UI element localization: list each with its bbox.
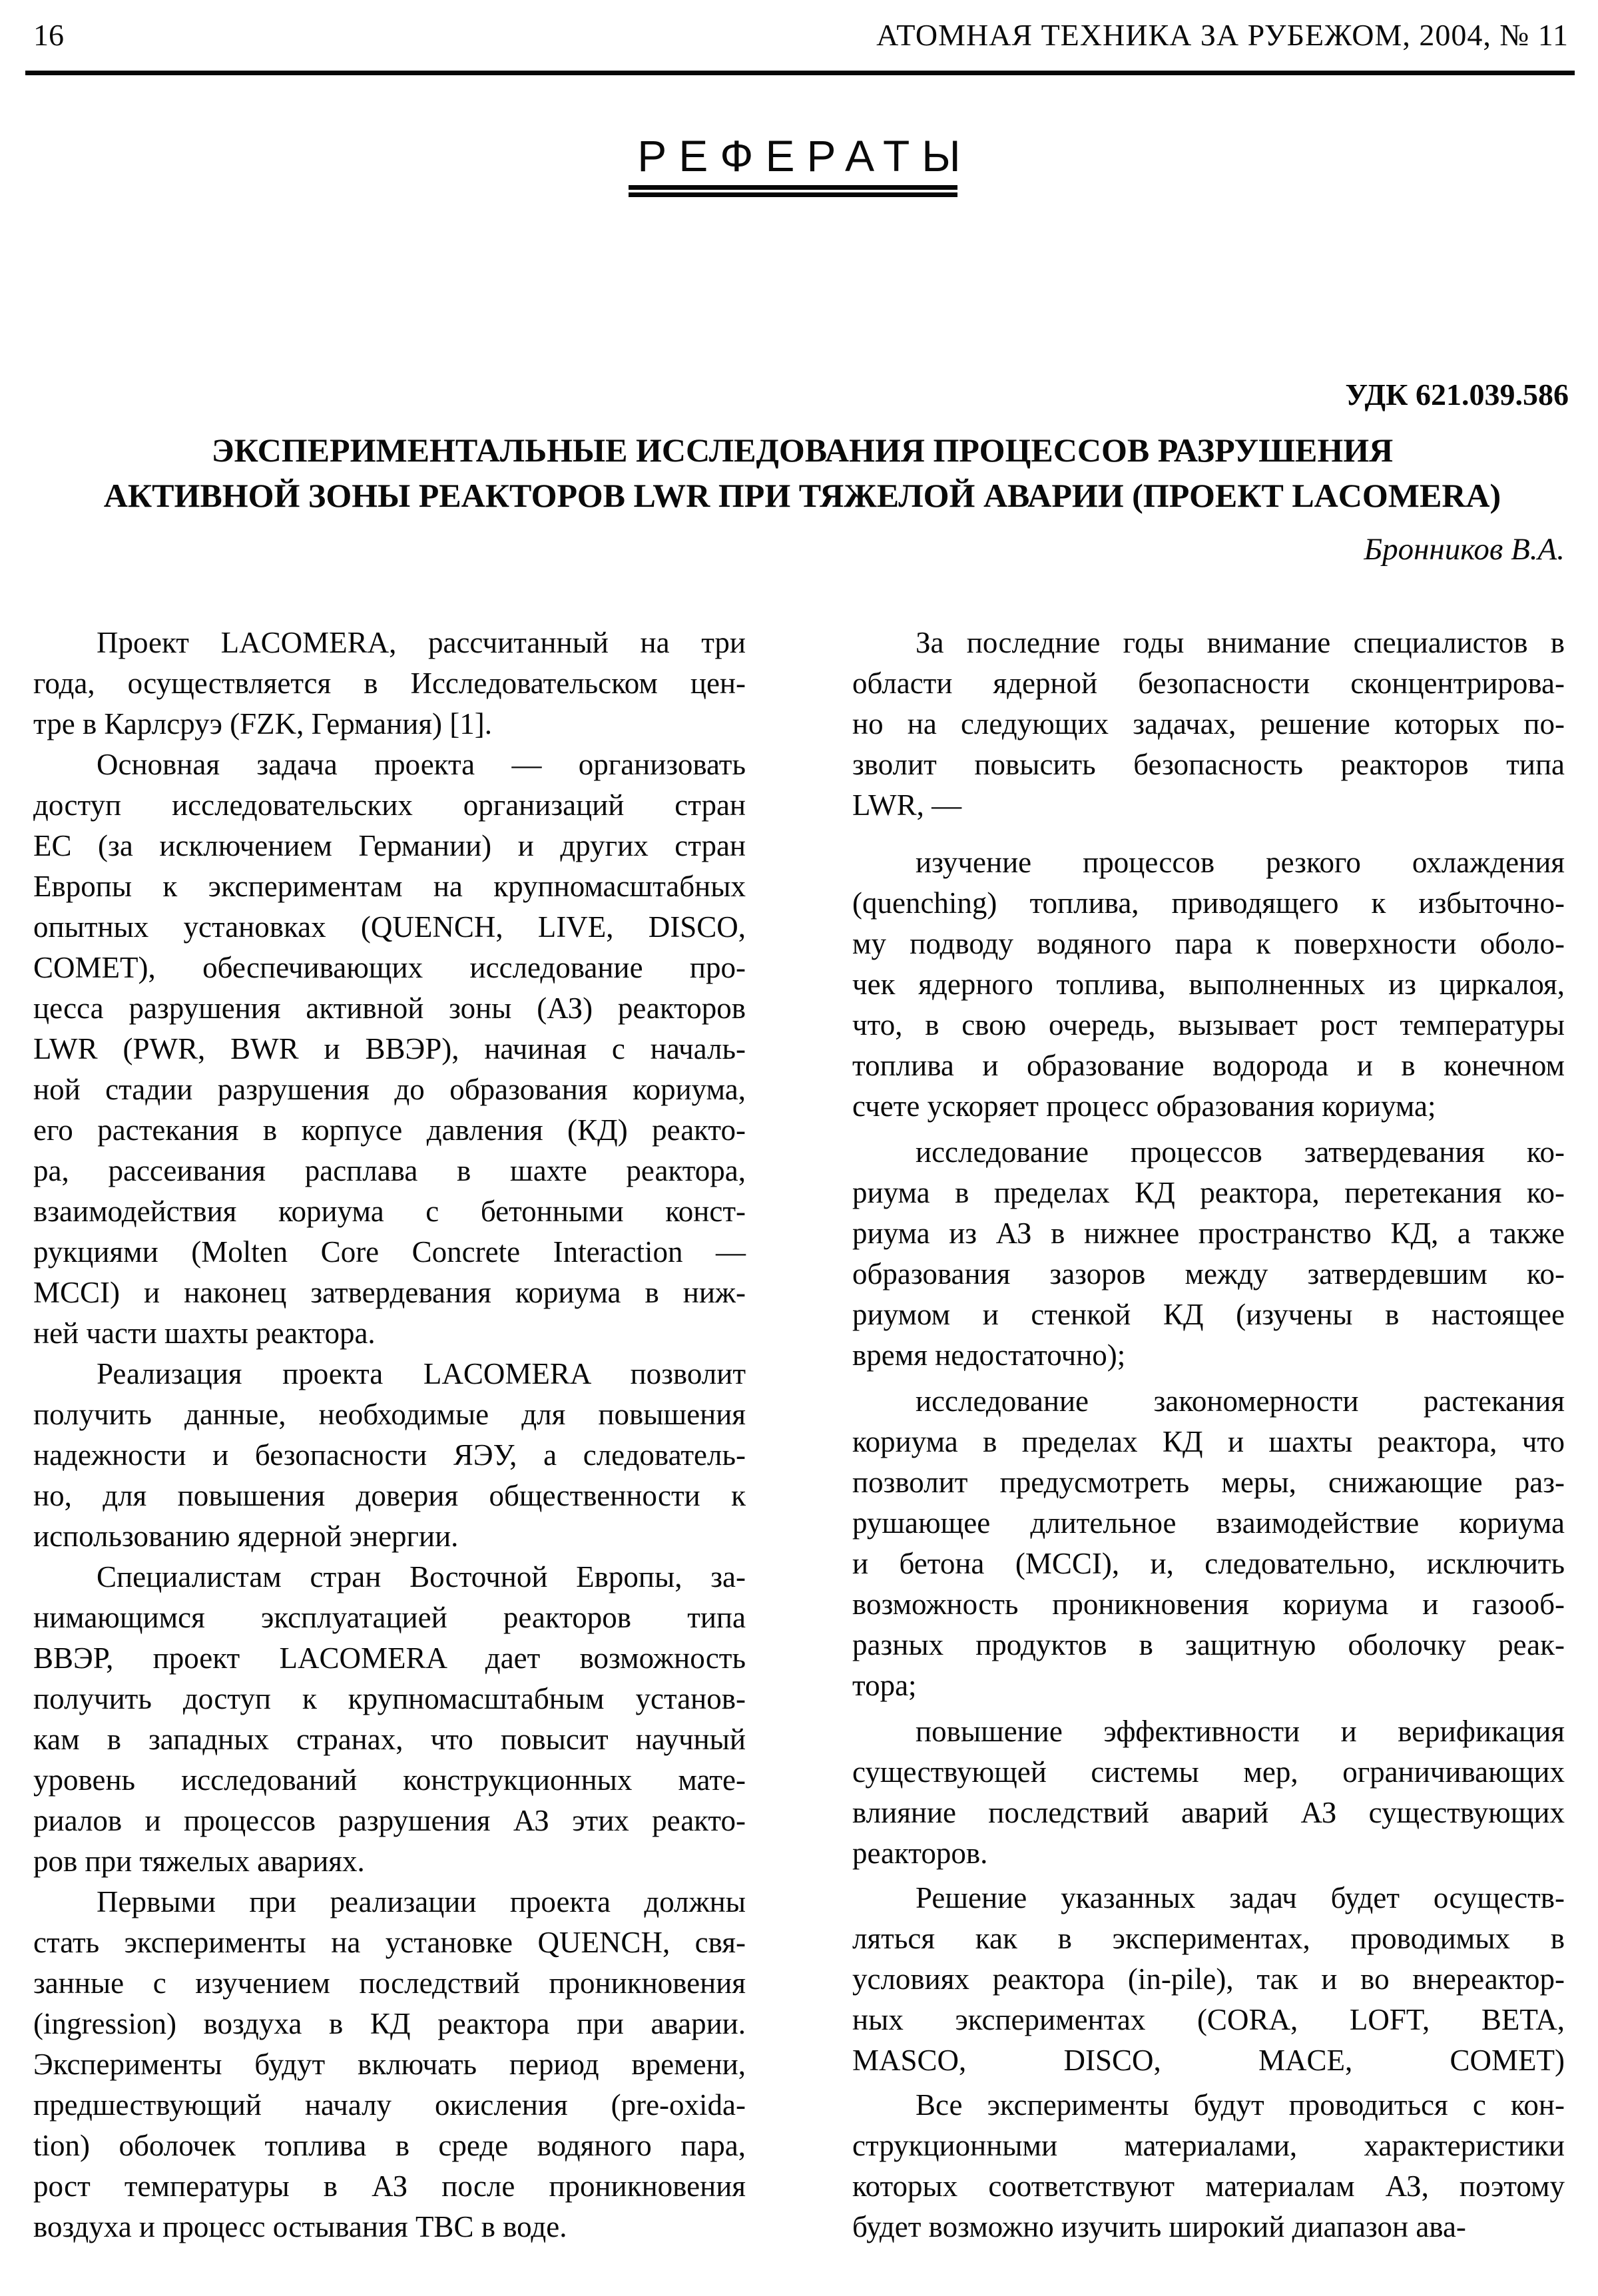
text-line: му подводу водяного пара к поверхности оболо- — [852, 927, 1565, 960]
text-line: ляться как в экспериментах, проводимых в — [852, 1922, 1565, 1955]
journal-title: АТОМНАЯ ТЕХНИКА ЗА РУБЕЖОМ, 2004, № 11 — [876, 18, 1569, 52]
text-line: доступ исследовательских организаций стран — [33, 788, 746, 822]
text-line: получить доступ к крупномасштабным установ- — [33, 1682, 746, 1715]
text-line: воздуха и процесс остывания ТВС в воде. — [33, 2210, 567, 2243]
text-line: нимающимся эксплуатацией реакторов типа — [33, 1601, 746, 1634]
text-line: существующей системы мер, ограничивающих — [852, 1755, 1565, 1789]
text-line: образования зазоров между затвердевшим ко- — [852, 1257, 1565, 1291]
text-line: изучение процессов резкого охлаждения — [916, 846, 1565, 879]
paragraph — [33, 744, 746, 1354]
text-line: ЕС (за исключением Германии) и других стран — [33, 829, 746, 862]
text-line: года, осуществляется в Исследовательском цен- — [33, 667, 746, 700]
text-line: стать эксперименты на установке QUENCH, свя- — [33, 1926, 746, 1959]
text-line: разных продуктов в защитную оболочку реак- — [852, 1628, 1565, 1661]
paragraph — [33, 623, 746, 744]
text-line: COMET), обеспечивающих исследование про- — [33, 951, 746, 984]
paragraph — [33, 1354, 746, 1557]
text-line: повышение эффективности и верификация — [916, 1715, 1565, 1748]
left-column — [33, 623, 746, 2247]
text-line: исследование закономерности растекания — [916, 1384, 1565, 1418]
text-line: Эксперименты будут включать период времени, — [33, 2048, 746, 2081]
text-line: Первыми при реализации проекта должны — [97, 1885, 746, 1918]
text-line: риумом и стенкой КД (изучены в настоящее — [852, 1298, 1565, 1331]
text-line: опытных установках (QUENCH, LIVE, DISCO, — [33, 910, 746, 944]
page-header — [33, 17, 1569, 55]
text-line: которых соответствуют материалам АЗ, поэтому — [852, 2169, 1565, 2203]
text-line: кам в западных странах, что повысит научный — [33, 1723, 746, 1756]
paragraph — [852, 1381, 1565, 1706]
text-line: MCCI) и наконец затвердевания кориума в ниж- — [33, 1276, 746, 1309]
text-line: позволит предусмотреть меры, снижающие раз- — [852, 1466, 1565, 1499]
paragraph — [852, 842, 1565, 1127]
text-line: время недостаточно); — [852, 1338, 1126, 1372]
text-line: риума в пределах КД реактора, перетекания ко- — [852, 1176, 1565, 1209]
underline-bar-top — [629, 185, 957, 190]
text-line: ВВЭР, проект LACOMERA дает возможность — [33, 1641, 746, 1675]
text-line: рост температуры в АЗ после проникновения — [33, 2169, 746, 2203]
article-author: Бронников В.А. — [1364, 532, 1565, 567]
underline-bar-bottom — [629, 192, 957, 197]
text-line: tion) оболочек топлива в среде водяного пара, — [33, 2129, 746, 2162]
text-line: Специалистам стран Восточной Европы, за- — [97, 1560, 746, 1593]
text-line: LWR (PWR, BWR и ВВЭР), начиная с началь- — [33, 1032, 746, 1065]
text-line: ных экспериментах (CORA, LOFT, BETA, — [852, 2003, 1565, 2036]
text-line: рушающее длительное взаимодействие кориума — [852, 1506, 1565, 1540]
text-line: тора; — [852, 1669, 917, 1702]
page-number: 16 — [33, 18, 64, 52]
text-line: рукциями (Molten Core Concrete Interaction — — [33, 1235, 746, 1269]
text-line: Европы к экспериментам на крупномасштабных — [33, 870, 746, 903]
article-title-line-1: ЭКСПЕРИМЕНТАЛЬНЫЕ ИССЛЕДОВАНИЯ ПРОЦЕССОВ РАЗРУШЕНИЯ — [211, 431, 1394, 469]
text-line: но, для повышения доверия общественности к — [33, 1479, 746, 1512]
text-line: счете ускоряет процесс образования кориума; — [852, 1089, 1436, 1123]
text-line: За последние годы внимание специалистов в — [916, 626, 1565, 659]
text-line: его растекания в корпусе давления (КД) реакто- — [33, 1113, 746, 1147]
text-line: исследование процессов затвердевания ко- — [916, 1135, 1565, 1169]
text-line: получить данные, необходимые для повышения — [33, 1398, 746, 1431]
text-line: Проект LACOMERA, рассчитанный на три — [97, 626, 746, 659]
text-line: цесса разрушения активной зоны (АЗ) реакторов — [33, 992, 746, 1025]
text-line: LWR, — — [852, 788, 962, 822]
paragraph — [33, 1882, 746, 2247]
text-line: условиях реактора (in-pile), так и во внереактор- — [852, 1962, 1565, 1996]
paragraph — [852, 2085, 1565, 2247]
text-line: зволит повысить безопасность реакторов типа — [852, 748, 1565, 781]
text-line: (quenching) топлива, приводящего к избыточно- — [852, 886, 1565, 920]
text-line: ной стадии разрушения до образования кориума, — [33, 1073, 746, 1106]
text-line: влияние последствий аварий АЗ существующих — [852, 1796, 1565, 1829]
text-line: возможность проникновения кориума и газооб- — [852, 1587, 1565, 1621]
text-line: струкционными материалами, характеристики — [852, 2129, 1565, 2162]
text-line: топлива и образование водорода и в конечном — [852, 1049, 1565, 1082]
article-title — [20, 428, 1585, 518]
text-line: ней части шахты реактора. — [33, 1316, 376, 1350]
text-line: будет возможно изучить широкий диапазон ава- — [852, 2210, 1466, 2243]
text-line: Все эксперименты будут проводиться с кон- — [916, 2088, 1565, 2122]
paragraph — [852, 1711, 1565, 1874]
text-line: (ingression) воздуха в КД реактора при аварии. — [33, 2007, 746, 2040]
text-line: Основная задача проекта — организовать — [97, 748, 746, 781]
article-title-line-2: АКТИВНОЙ ЗОНЫ РЕАКТОРОВ LWR ПРИ ТЯЖЕЛОЙ АВАРИИ (ПРОЕКТ LACOMERA) — [103, 477, 1501, 514]
section-title-underline — [629, 185, 957, 197]
right-column — [852, 623, 1565, 2247]
paragraph — [33, 1557, 746, 1882]
text-line: Реализация проекта LACOMERA позволит — [97, 1357, 746, 1390]
text-line: но на следующих задачах, решение которых по- — [852, 707, 1565, 740]
text-line: что, в свою очередь, вызывает рост температуры — [852, 1008, 1565, 1041]
text-line: и бетона (MCCI), и, следовательно, исключить — [852, 1547, 1565, 1580]
text-line: чек ядерного топлива, выполненных из циркалоя, — [852, 968, 1565, 1001]
text-line: ров при тяжелых авариях. — [33, 1845, 365, 1878]
text-line: тре в Карлсруэ (FZK, Германия) [1]. — [33, 707, 492, 740]
text-line: занные с изучением последствий проникновения — [33, 1966, 746, 2000]
text-line: риума из АЗ в нижнее пространство КД, а также — [852, 1217, 1565, 1250]
section-title: РЕФЕРАТЫ — [637, 131, 973, 180]
text-line: ра, рассеивания расплава в шахте реактора, — [33, 1154, 746, 1187]
text-line: риалов и процессов разрушения АЗ этих реакто- — [33, 1804, 746, 1837]
text-line: надежности и безопасности ЯЭУ, а следователь- — [33, 1438, 746, 1472]
text-line: использованию ядерной энергии. — [33, 1520, 459, 1553]
paragraph — [852, 1878, 1565, 2081]
text-line: предшествующий началу окисления (pre-oxida- — [33, 2088, 746, 2122]
text-line: уровень исследований конструкционных мате- — [33, 1763, 746, 1797]
text-line: взаимодействия кориума с бетонными конст- — [33, 1195, 746, 1228]
header-rule — [25, 71, 1575, 75]
text-line: Решение указанных задач будет осуществ- — [916, 1881, 1565, 1914]
text-line: MASCO, DISCO, MACE, COMET) — [852, 2044, 1565, 2077]
text-line: кориума в пределах КД и шахты реактора, что — [852, 1425, 1565, 1458]
udc-code: УДК 621.039.586 — [1345, 378, 1569, 412]
text-line: области ядерной безопасности сконцентрирова- — [852, 667, 1565, 700]
text-line: реакторов. — [852, 1837, 988, 1870]
paragraph — [852, 623, 1565, 826]
paragraph — [852, 1132, 1565, 1376]
